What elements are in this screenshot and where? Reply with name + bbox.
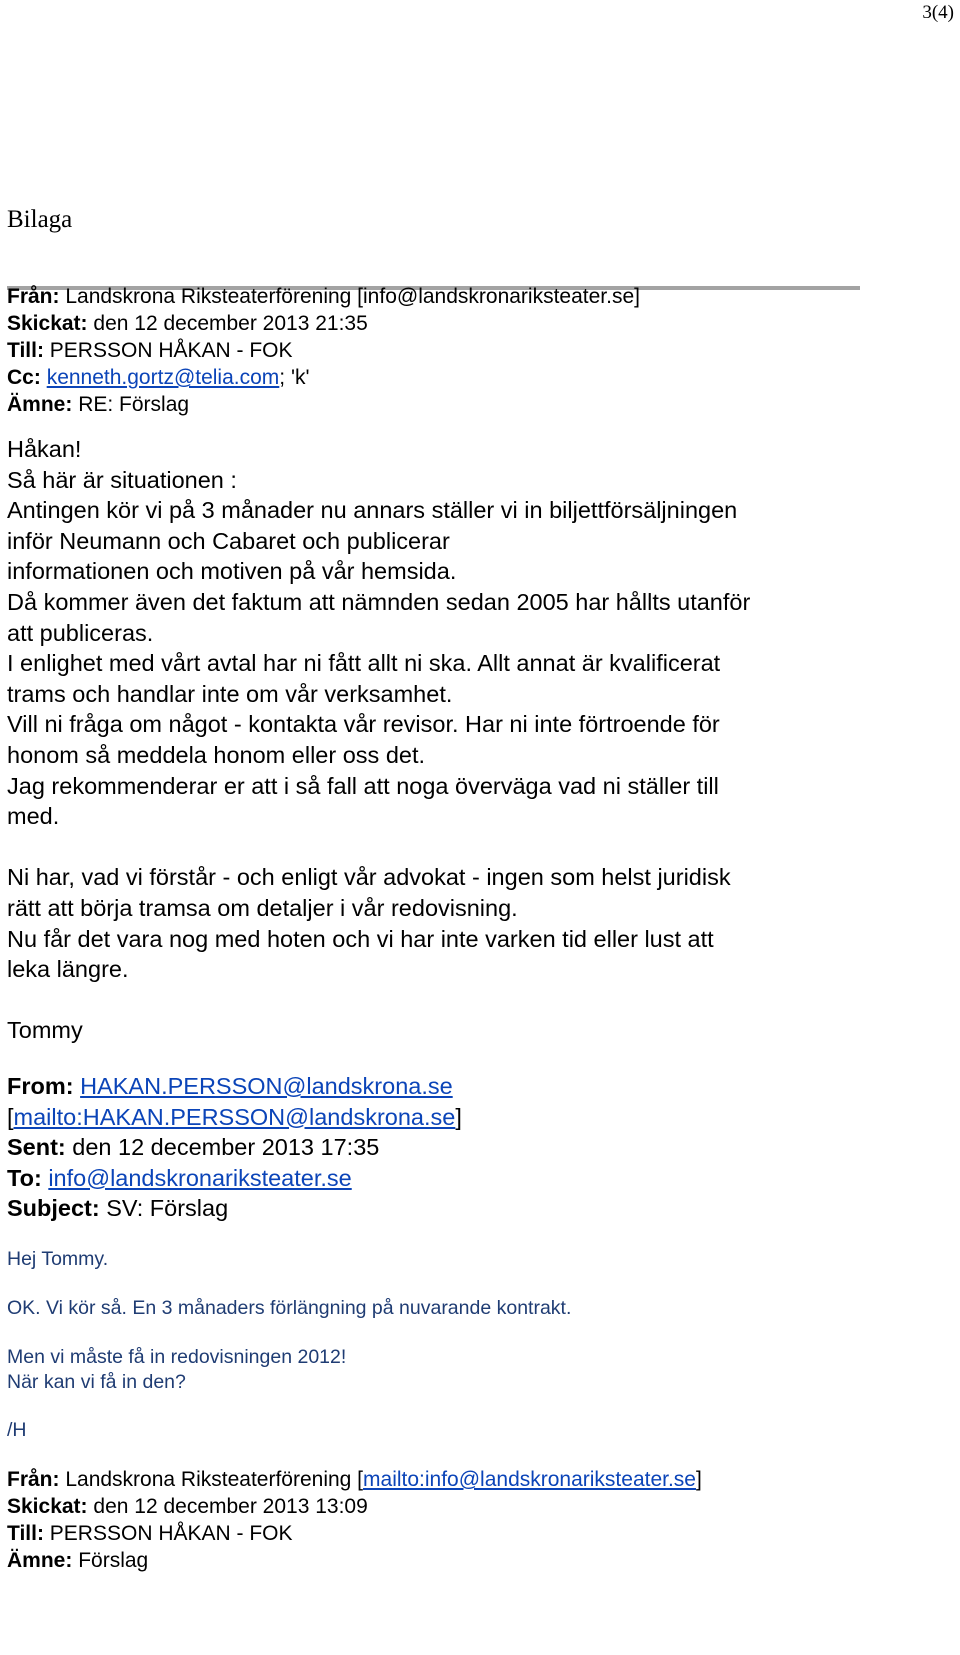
body-line: med. — [7, 803, 60, 830]
email2-sign — [7, 1418, 27, 1443]
signature: Tommy — [7, 1017, 83, 1044]
spacer — [7, 832, 947, 863]
mailto-link[interactable]: mailto:info@landskronariksteater.se — [363, 1468, 696, 1491]
to-value: PERSSON HÅKAN - FOK — [49, 339, 293, 362]
body-line: Så här är situationen : — [7, 466, 237, 493]
email1-body — [7, 434, 947, 1046]
email1-header — [7, 283, 640, 418]
from-email-link[interactable]: HAKAN.PERSSON@landskrona.se — [80, 1073, 453, 1099]
page-number: 3(4) — [922, 2, 954, 23]
sent-label: Skickat: — [7, 312, 88, 335]
reply-sign: /H — [7, 1419, 27, 1441]
body-line: leka längre. — [7, 956, 129, 983]
email3-header — [7, 1466, 702, 1574]
email1-sent — [7, 310, 640, 337]
email1-cc — [7, 364, 640, 391]
bracket-close: ] — [696, 1468, 702, 1491]
body-line: I enlighet med vårt avtal har ni fått allt ni ska. Allt annat är kvalificerat — [7, 650, 721, 677]
subject-label: Ämne: — [7, 393, 73, 416]
sent-label: Sent: — [7, 1134, 66, 1161]
email2-body-line — [7, 1345, 346, 1395]
sent-value: den 12 december 2013 13:09 — [93, 1495, 368, 1518]
from-label: Från: — [7, 1468, 60, 1491]
email1-subject — [7, 391, 640, 418]
email2-mailto — [7, 1102, 462, 1133]
bracket-close: ] — [455, 1103, 462, 1130]
body-line: honom så meddela honom eller oss det. — [7, 741, 426, 768]
email3-sent — [7, 1493, 702, 1520]
email2-to — [7, 1163, 462, 1194]
body-line: Antingen kör vi på 3 månader nu annars ställer vi in biljettförsäljningen — [7, 497, 738, 524]
subject-value: Förslag — [78, 1549, 149, 1572]
body-line: Då kommer även det faktum att nämnden sedan 2005 har hållts utanför — [7, 588, 751, 615]
from-value: Landskrona Riksteaterförening [ — [65, 1468, 364, 1491]
sent-label: Skickat: — [7, 1495, 88, 1518]
cc-email-link[interactable]: kenneth.gortz@telia.com — [46, 366, 280, 389]
sent-value: den 12 december 2013 17:35 — [72, 1134, 380, 1161]
subject-value: SV: Förslag — [106, 1195, 229, 1222]
body-line: rätt att börja tramsa om detaljer i vår redovisning. — [7, 894, 518, 921]
email2-from — [7, 1071, 462, 1102]
reply-line: När kan vi få in den? — [7, 1371, 186, 1393]
to-label: To: — [7, 1164, 42, 1191]
email2-sent — [7, 1132, 462, 1163]
email3-from — [7, 1466, 702, 1493]
subject-label: Subject: — [7, 1195, 100, 1222]
email2-subject — [7, 1193, 462, 1224]
to-label: Till: — [7, 1522, 44, 1545]
body-line: Jag rekommenderar er att i så fall att noga överväga vad ni ställer till — [7, 772, 719, 799]
mailto-link[interactable]: mailto:HAKAN.PERSSON@landskrona.se — [13, 1103, 456, 1130]
subject-label: Ämne: — [7, 1549, 73, 1572]
email2-body — [7, 1247, 108, 1272]
to-email-link[interactable]: info@landskronariksteater.se — [48, 1164, 352, 1191]
email3-to — [7, 1520, 702, 1547]
greeting: Hej Tommy. — [7, 1248, 109, 1270]
body-line: Håkan! — [7, 436, 82, 462]
spacer — [7, 985, 947, 1016]
body-line: trams och handlar inte om vår verksamhet. — [7, 680, 453, 707]
to-label: Till: — [7, 339, 44, 362]
body-line: Vill ni fråga om något - kontakta vår revisor. Har ni inte förtroende för — [7, 711, 720, 738]
from-label: From: — [7, 1073, 74, 1099]
email2-header — [7, 1071, 462, 1224]
subject-value: RE: Förslag — [78, 393, 190, 416]
body-line: inför Neumann och Cabaret och publicerar — [7, 527, 450, 554]
cc-rest: ; 'k' — [279, 366, 310, 389]
email1-from — [7, 283, 640, 310]
cc-label: Cc: — [7, 366, 41, 389]
bracket-open: [ — [7, 1103, 14, 1130]
bilaga-heading: Bilaga — [7, 206, 73, 233]
body-line: informationen och motiven på vår hemsida. — [7, 558, 457, 585]
body-line: att publiceras. — [7, 619, 154, 646]
to-value: PERSSON HÅKAN - FOK — [49, 1522, 293, 1545]
email2-body-line — [7, 1296, 571, 1321]
body-line: Ni har, vad vi förstår - och enligt vår advokat - ingen som helst juridisk — [7, 864, 731, 891]
sent-value: den 12 december 2013 21:35 — [93, 312, 368, 335]
from-value: Landskrona Riksteaterförening [info@landskronariksteater.se] — [65, 285, 640, 308]
reply-line: Men vi måste få in redovisningen 2012! — [7, 1346, 347, 1368]
email1-to — [7, 337, 640, 364]
reply-line: OK. Vi kör så. En 3 månaders förlängning på nuvarande kontrakt. — [7, 1297, 572, 1319]
body-line: Nu får det vara nog med hoten och vi har inte varken tid eller lust att — [7, 925, 714, 952]
from-label: Från: — [7, 285, 60, 308]
email3-subject — [7, 1547, 702, 1574]
